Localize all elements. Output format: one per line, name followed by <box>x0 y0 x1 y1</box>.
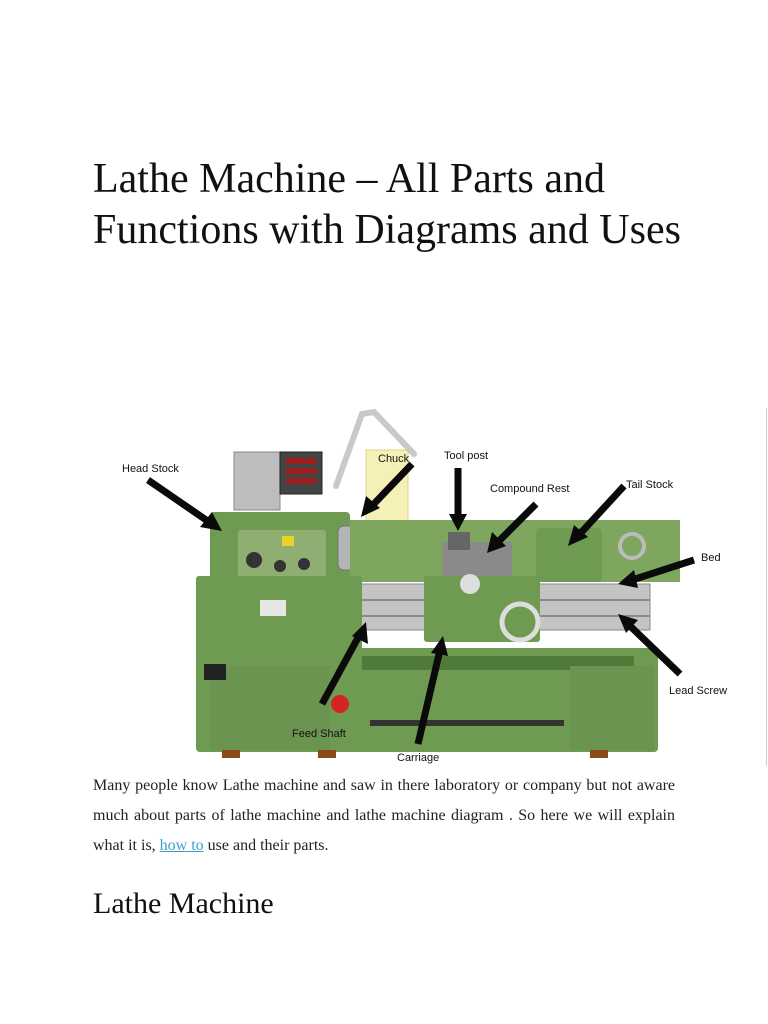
figure-edge-rule <box>766 408 767 766</box>
arrow-head-stock <box>148 480 212 524</box>
foot <box>318 750 336 758</box>
control-knob <box>298 558 310 570</box>
foot <box>222 750 240 758</box>
dro-panel <box>234 452 280 510</box>
label-lead-screw: Lead Screw <box>669 685 728 697</box>
foot-brake <box>370 720 564 726</box>
tool-post <box>448 532 470 550</box>
page-title: Lathe Machine – All Parts and Functions with Diagrams and Uses <box>93 156 681 253</box>
right-pedestal <box>570 666 654 750</box>
label-bed: Bed <box>701 552 721 564</box>
label-tail-stock: Tail Stock <box>626 479 674 491</box>
warning-label <box>282 536 294 546</box>
emergency-stop <box>331 695 349 713</box>
dro-readout <box>286 458 316 464</box>
label-head-stock: Head Stock <box>122 463 179 475</box>
label-tool-post: Tool post <box>444 450 489 462</box>
dro-readout <box>286 478 316 484</box>
lathe-diagram <box>104 404 768 768</box>
tailstock <box>536 528 602 582</box>
intro-text-before-link: Many people know Lathe machine and saw in there laboratory or company but not aware much about parts of lathe machine and lathe machine diagram . So here we will explain what it is, <box>93 777 675 854</box>
section-heading: Lathe Machine <box>93 887 274 920</box>
label-feed-shaft: Feed Shaft <box>292 728 346 740</box>
intro-text-after-link: use and their parts. <box>203 837 329 854</box>
how-to-link[interactable]: how to <box>159 837 204 854</box>
dro-readout <box>286 468 316 474</box>
label-compound-rest: Compound Rest <box>490 483 570 495</box>
badge-plate <box>204 664 226 680</box>
intro-paragraph <box>93 771 675 861</box>
label-chuck: Chuck <box>378 453 410 465</box>
control-knob <box>274 560 286 572</box>
control-knob <box>246 552 262 568</box>
gauge <box>460 574 480 594</box>
label-carriage: Carriage <box>397 752 440 764</box>
carriage-apron <box>424 576 540 642</box>
lathe-diagram-svg <box>104 404 768 768</box>
foot <box>590 750 608 758</box>
info-plate <box>260 600 286 616</box>
